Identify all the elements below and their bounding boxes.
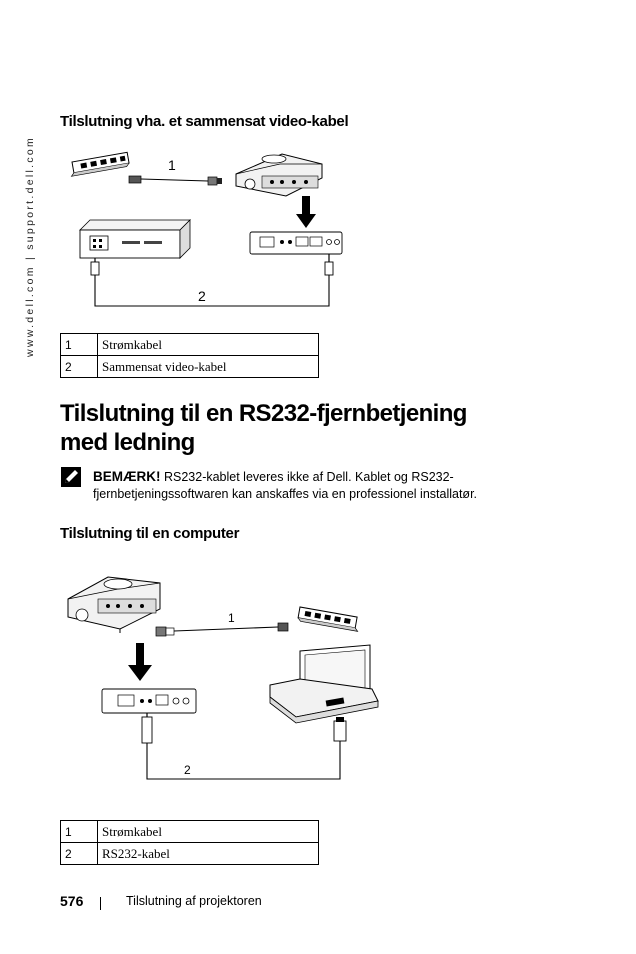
- legend-number: 2: [61, 843, 98, 865]
- rs232-cable-illustration: [142, 713, 346, 779]
- figure-computer-connection: [60, 565, 390, 790]
- page-number: 576: [60, 893, 84, 909]
- composite-video-cable-illustration: [91, 254, 333, 306]
- table-row: [61, 821, 319, 843]
- table-row: [61, 843, 319, 865]
- projector-connector-panel-illustration: [250, 232, 342, 254]
- chapter-title: Tilslutning af projektoren: [126, 894, 262, 908]
- legend-label: Strømkabel: [98, 821, 319, 843]
- legend-label: Strømkabel: [98, 334, 319, 356]
- video-source-illustration: [80, 220, 190, 258]
- legend-label: RS232-kabel: [98, 843, 319, 865]
- main-heading: [60, 399, 467, 457]
- legend-number: 1: [61, 334, 98, 356]
- table-row: [61, 356, 319, 378]
- laptop-illustration: [270, 645, 378, 723]
- note-body: RS232-kablet leveres ikke af Dell. Kablet og RS232-fjernbetjeningssoftwaren kan anskaffes via en professionel installatør.: [93, 470, 478, 501]
- callout-1: 1: [228, 611, 235, 625]
- projector-illustration: [236, 154, 322, 196]
- note-pencil-icon: [60, 466, 82, 493]
- footer-separator: [100, 897, 101, 910]
- callout-2: 2: [184, 763, 191, 777]
- legend-label: Sammensat video-kabel: [98, 356, 319, 378]
- legend-number: 2: [61, 356, 98, 378]
- power-cable-illustration: [156, 623, 288, 636]
- table-row: [61, 334, 319, 356]
- power-strip-illustration: [298, 607, 361, 631]
- power-cable-illustration: [129, 176, 222, 185]
- projector-connector-panel-illustration: [102, 689, 196, 713]
- note-text: [93, 468, 513, 503]
- legend-table-computer: [60, 820, 319, 865]
- figure-composite-video-connection: [60, 140, 360, 320]
- main-heading-line-1: Tilslutning til en RS232-fjernbetjening: [60, 400, 467, 427]
- main-heading-line-2: med ledning: [60, 429, 195, 456]
- legend-table-composite-video: [60, 333, 319, 378]
- projector-illustration: [68, 577, 160, 633]
- callout-1: 1: [168, 157, 176, 173]
- power-strip-illustration: [69, 152, 130, 176]
- down-arrow-icon: [128, 643, 152, 681]
- section-heading-computer: Tilslutning til en computer: [60, 525, 240, 542]
- sidebar-url: www.dell.com | support.dell.com: [24, 135, 36, 357]
- legend-number: 1: [61, 821, 98, 843]
- callout-2: 2: [198, 288, 206, 304]
- note-lead: BEMÆRK!: [93, 469, 161, 484]
- down-arrow-icon: [296, 196, 316, 228]
- section-heading-composite-video: Tilslutning vha. et sammensat video-kabel: [60, 113, 349, 130]
